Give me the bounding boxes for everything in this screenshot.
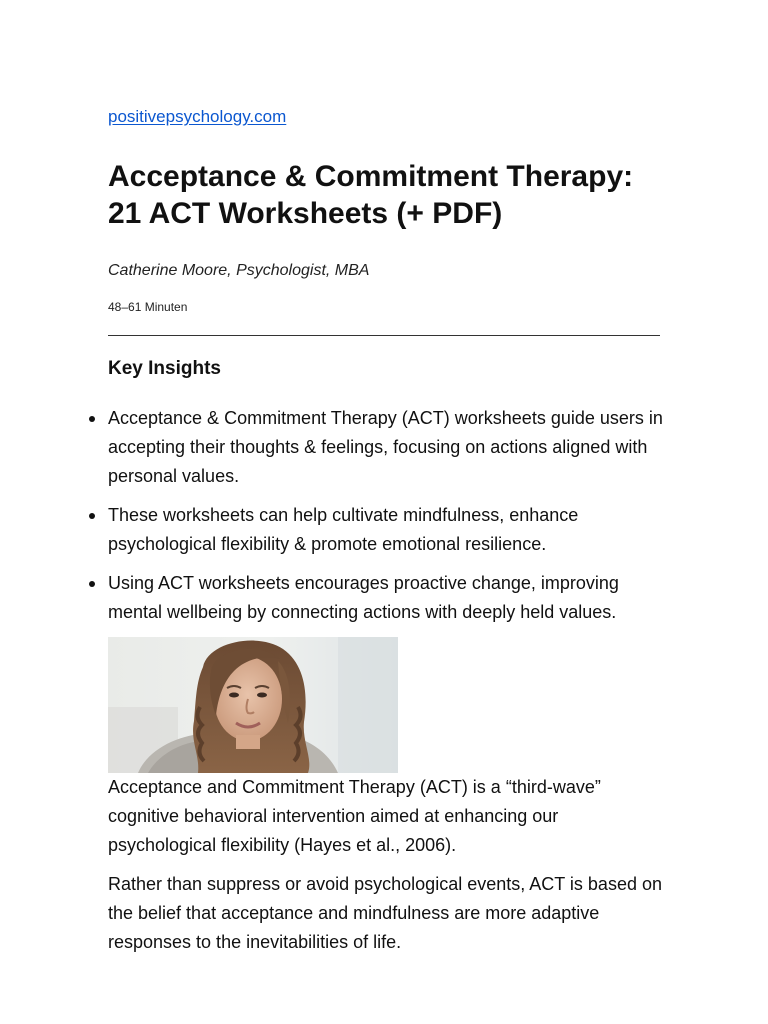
divider [108,335,660,336]
list-item-text: These worksheets can help cultivate mindfulness, enhance psychological flexibility & promote emotional resilience. [108,505,579,554]
list-item [108,569,668,627]
bullet-icon [89,513,95,519]
body-paragraph: Rather than suppress or avoid psychological events, ACT is based on the belief that acceptance and mindfulness are more adaptive responses to the inevitabilities of life. [108,874,662,952]
article-body [108,773,668,967]
read-time: 48–61 Minuten [108,300,188,314]
woman-portrait-photo [108,637,398,773]
article-title: Acceptance & Commitment Therapy: 21 ACT Worksheets (+ PDF) [108,160,634,230]
list-item [108,501,668,559]
list-item-text: Using ACT worksheets encourages proactive change, improving mental wellbeing by connecting actions with deeply held values. [108,573,619,622]
list-item-text: Acceptance & Commitment Therapy (ACT) worksheets guide users in accepting their thoughts & feelings, focusing on actions aligned with personal values. [108,408,663,486]
body-paragraph: Acceptance and Commitment Therapy (ACT) is a “third-wave” cognitive behavioral intervention aimed at enhancing our psychological flexibility (Hayes et al., 2006). [108,777,601,855]
key-insights-list [108,404,668,637]
key-insights-heading: Key Insights [108,358,221,379]
list-item [108,404,668,491]
bullet-icon [89,581,95,587]
bullet-icon [89,416,95,422]
article-photo [108,637,398,773]
source-link[interactable]: positivepsychology.com [108,107,287,126]
author-byline: Catherine Moore, Psychologist, MBA [108,262,370,279]
